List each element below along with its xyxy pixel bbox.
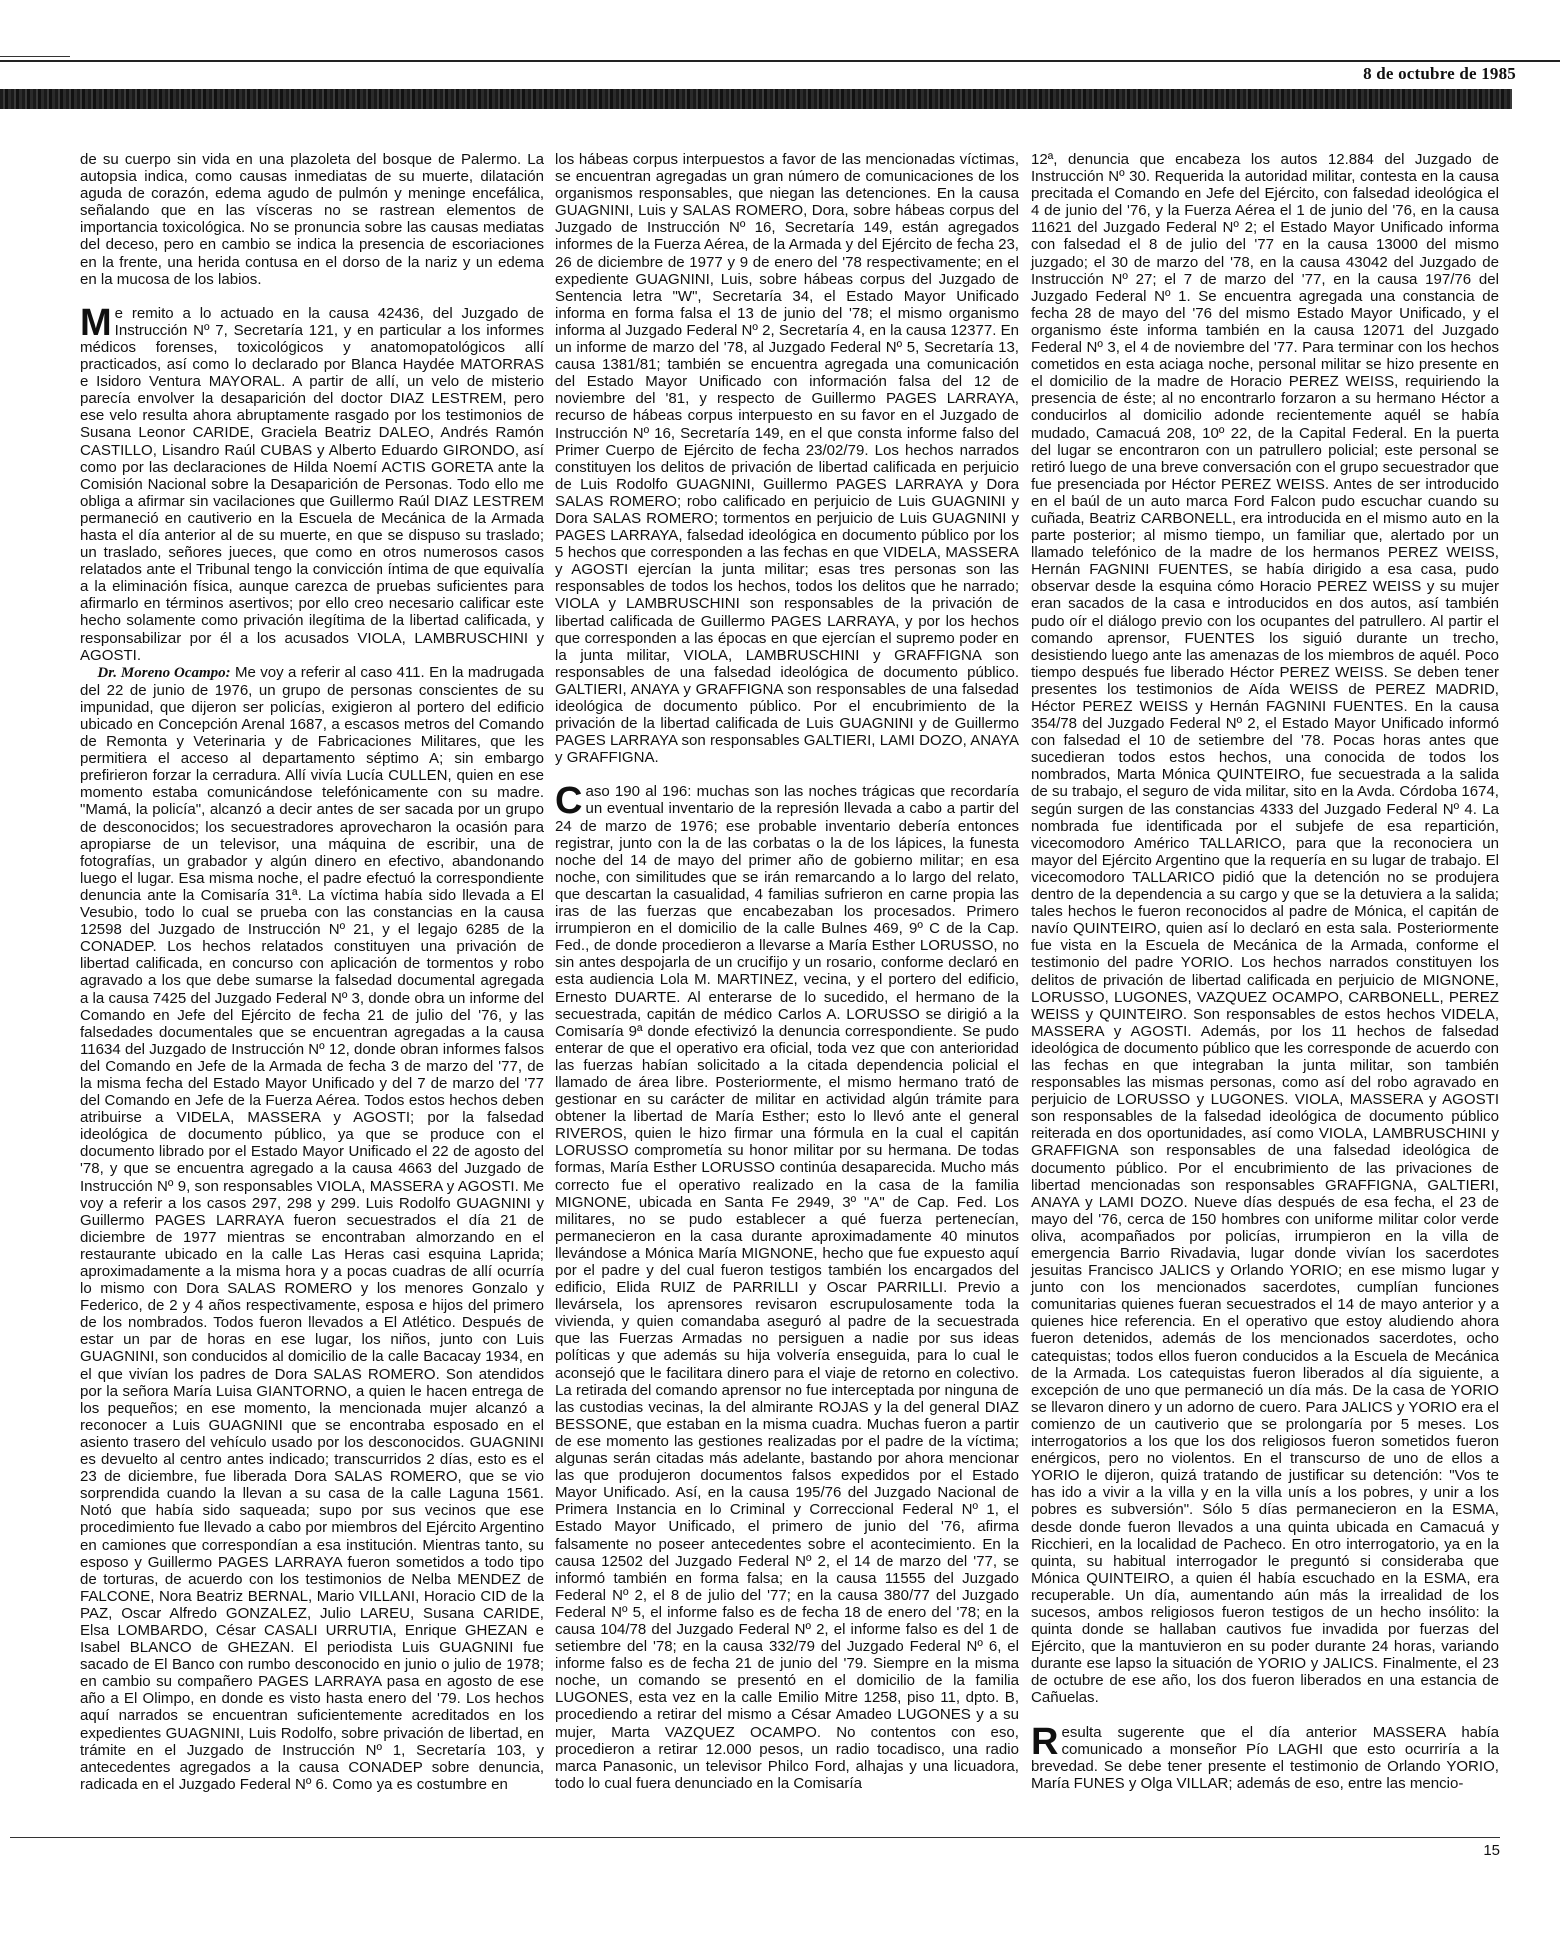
paragraph-text: aso 190 al 196: muchas son las noches trágicas que recordaría un eventual inventario de la represión llevada a cabo a partir del 24 de marzo de 1976; ese probable inventario debería entonces registrar, junto con la de las corbatas o la de los lápices, la funesta noche del 14 de mayo del primer año de gobierno militar; en esa noche, con similitudes que se irán remarcando a lo largo del relato, que descartan la casualidad, 4 familias sufrieron en carne propia las iras de las fuerzas que encabezaban los procesados. Primero irrumpieron en el domicilio de la calle Bulnes 469, 9º C de la Cap. Fed., de donde procedieron a llevarse a María Esther LORUSSO, no sin antes despojarla de un crucifijo y un rosario, conforme declaró en esta audiencia Lola M. MARTINEZ, vecina, y el portero del edificio, Ernesto DUARTE. Al enterarse de lo sucedido, el hermano de la secuestrada, capitán de médico Carlos A. LORUSSO se dirigió a la Comisaría 9ª donde efectivizó la denuncia correspondiente. Se pudo enterar de que el operativo era oficial, toda vez que con anterioridad las fuerzas habían solicitado a la citada dependencia policial el llamado de área libre. Posteriormente, el mismo hermano trató de gestionar en su carácter de militar en actividad algún trámite para obtener la libertad de María Esther; esto lo llevó ante el general RIVEROS, quien le hizo firmar una fórmula en la cual el capitán LORUSSO comprometía su honor militar por su hermana. De todas formas, María Esther LORUSSO continúa desaparecida. Mucho más correcto fue el operativo realizado en la casa de la familia MIGNONE, ubicada en Santa Fe 2949, 3º "A" de Cap. Fed. Los militares, no se pudo establecer a qué fuerza pertenecían, permanecieron en la casa durante aproximadamente 40 minutos llevándose a Mónica María MIGNONE, hecho que fue expuesto aquí por el padre y del cual fueron testigos también los encargados del edificio, Elida RUIZ de PARRILLI y Oscar PARRILLI. Previo a llevársela, los aprensores revisaron escrupulosamente toda la vivienda, y quien comandaba aseguró al padre de la secuestrada que las Fuerzas Armadas no persiguen a nadie por sus ideas políticas y que además su hija volvería enseguida, para lo cual le aconsejó que le facilitara dinero para el viaje de retorno en colectivo. La retirada del comando aprensor no fue interceptada por ninguna de las custodias vecinas, la del almirante ROJAS y la del general DIAZ BESSONE, que estaban en la misma cuadra. Muchas fueron a partir de ese momento las gestiones realizadas por el padre de la víctima; algunas serán citadas más adelante, bastando por ahora mencionar las que produjeron documentos falsos expedidos por el Estado Mayor Unificado. Así, en la causa 195/76 del Juzgado Nacional de Primera Instancia en lo Criminal y Correccional Federal Nº 1, el Estado Mayor Unificado, el primero de junio del '76, afirma falsamente no poseer antecedentes sobre el acontecimiento. En la causa 12502 del Juzgado Federal Nº 2, el 14 de marzo del '77, se informó también en forma falsa; en la causa 11555 del Juzgado Federal Nº 2, el 8 de julio del '77; en la causa 380/77 del Juzgado Federal Nº 5, el informe falso es de fecha 18 de enero del '78; en la causa 104/78 del Juzgado Federal Nº 2, el informe falso es del 1 de setiembre del '78; en la causa 332/79 del Juzgado Federal Nº 6, el informe falso es de fecha 21 de junio del '79. Siempre en la misma noche, un comando se presentó en el domicilio de la familia LUGONES, esta vez en la calle Emilio Mitre 1258, piso 11, dpto. B, procediendo a retirar del mismo a César Amadeo LUGONES y a su mujer, Marta VAZQUEZ OCAMPO. No contentos con eso, procedieron a retirar 12.000 pesos, un radio tocadisco, una radio marca Panasonic, un televisor Philco Ford, alhajas y una licuadora, todo lo cual fuera denunciado en la Comisaría [555, 783, 1019, 1792]
header-rule [0, 60, 1560, 62]
drop-cap: M [80, 301, 112, 344]
drop-cap: C [555, 780, 583, 823]
issue-date: 8 de octubre de 1985 [1363, 64, 1516, 83]
paragraph: de su cuerpo sin vida en una plazoleta del bosque de Palermo. La autopsia indica, como causas inmediatas de su muerte, dilatación aguda de corazón, edema agudo de pulmón y meninge encefálica, señalando que en las vísceras no se rastrean elementos de importancia toxicológica. No se pronuncia sobre las causas mediatas del deceso, pero en cambio se indica la presencia de escoriaciones en la frente, una herida contusa en el dorso de la nariz y un edema en la mucosa de los labios. [80, 151, 544, 288]
paragraph: 12ª, denuncia que encabeza los autos 12.884 del Juzgado de Instrucción Nº 30. Requerida la autoridad militar, contesta en la causa precitada el Comando en Jefe del Ejército, con falsedad ideológica el 4 de junio del '76, y la Fuerza Aérea el 1 de junio del '76, en la causa 11621 del Juzgado Federal Nº 2; el Estado Mayor Unificado informa con falsedad el 8 de julio del '77 en la causa 13000 del mismo juzgado; el 30 de marzo del '78, en la causa 43042 del Juzgado de Instrucción Nº 27; el 7 de marzo del '77, en la causa 197/76 del Juzgado Federal Nº 1. Se encuentra agregada una constancia de fecha 28 de mayo del '76 del mismo Estado Mayor Unificado, y el organismo éste informa también en la causa 12071 del Juzgado Federal Nº 3, el 4 de noviembre del '77. Para terminar con los hechos cometidos en esta aciaga noche, personal militar se hizo presente en el domicilio de la madre de Horacio PEREZ WEISS, requiriendo la presencia de éste; al no encontrarlo forzaron a su hermano Héctor a conducirlos al domicilio adonde recientemente aquél se había mudado, Camacuá 208, 10º 22, de la Capital Federal. En la puerta del lugar se encontraron con un patrullero policial; este personal se retiró luego de una breve conversación con el grupo secuestrador que fue presenciada por Héctor PEREZ WEISS. Antes de ser introducido en el baúl de un auto marca Ford Falcon pudo escuchar cuando su cuñada, Beatriz CARBONELL, era introducida en el mismo auto en la parte posterior; al mismo tiempo, un familiar que, alertado por un llamado telefónico de la madre de los hermanos PEREZ WEISS, Hernán FAGNINI FUENTES, se había dirigido a esa casa, pudo observar desde la esquina cómo Horacio PEREZ WEISS y su mujer eran sacados de la casa e introducidos en dos autos, así también pudo oír el diálogo previo con los ocupantes del patrullero. Al partir el comando aprensor, FUENTES los siguió durante un trecho, desistiendo luego ante las amenazas de los miembros de aquél. Poco tiempo después fue liberado Héctor PEREZ WEISS. Se deben tener presentes los testimonios de Aída WEISS de PEREZ MADRID, Héctor PEREZ WEISS y Hernán FAGNINI FUENTES. En la causa 354/78 del Juzgado Federal Nº 2, el Estado Mayor Unificado informó con falsedad el 10 de setiembre del '78. Pocas horas antes que sucedieran todos estos hechos, una conocida de todos los nombrados, Marta Mónica QUINTEIRO, fue secuestrada a la salida de su trabajo, el seguro de vida militar, sito en la Avda. Córdoba 1674, según surgen de las constancias 4333 del Juzgado Federal Nº 4. La nombrada fue identificada por el subjefe de esa repartición, vicecomodoro Américo TALLARICO, para que la reconociera un mayor del Ejército Argentino que la requería en su lugar de trabajo. El vicecomodoro TALLARICO pidió que la detención no se produjera dentro de la dependencia a su cargo y que se la detuviera a la salida; tales hechos le fueron reconocidos al padre de Mónica, el capitán de navío QUINTEIRO, quien así lo declaró en esta sala. Posteriormente fue vista en la Escuela de Mecánica de la Armada, conforme el testimonio del padre YORIO. Los hechos narrados constituyen los delitos de privación de libertad calificada en perjuicio de MIGNONE, LORUSSO, LUGONES, VAZQUEZ OCAMPO, CARBONELL, PEREZ WEISS y QUINTEIRO. Son responsables de estos hechos VIDELA, MASSERA y AGOSTI. Además, por los 11 hechos de falsedad ideológica de documento público que les corresponde de acuerdo con las fechas en que integraban la junta militar, son también responsables las mismas personas, como así del robo agravado en perjuicio de LORUSSO y LUGONES. VIOLA, MASSERA y AGOSTI son responsables de la falsedad ideológica de documento público reiterada en dos oportunidades, así como VIOLA, LAMBRUSCHINI y GRAFFIGNA son responsables de una falsedad ideológica de documento público. Por el encubrimiento de las privaciones de libertad mencionadas son responsables GRAFFIGNA, GALTIERI, ANAYA y LAMI DOZO. Nueve días después de esa fecha, el 23 de mayo del '76, cerca de 150 hombres con uniforme militar color verde oliva, acompañados por policías, irrumpieron en la villa de emergencia Barrio Rivadavia, lugar donde vivían los sacerdotes jesuitas Francisco JALICS y Orlando YORIO; en ese mismo lugar y junto con los mencionados sacerdotes, cumplían funciones comunitarias quienes fueran secuestrados el 14 de mayo anterior y a quienes hice referencia. En el operativo que estoy aludiendo ahora fueron detenidos, además de los mencionados sacerdotes, ocho catequistas; todos ellos fueron conducidos a la Escuela de Mecánica de la Armada. Los catequistas fueron liberados al día siguiente, a excepción de uno que permaneció un día más. De la casa de YORIO se llevaron dinero y un adorno de cuero. Para JALICS y YORIO era el comienzo de un cautiverio que se prolongaría por 5 meses. Los interrogatorios a los que los dos religiosos fueron sometidos fueron enérgicos, pero no violentos. En el transcurso de uno de ellos a YORIO le dijeron, quizá tratando de justificar su detención: "Vos te has ido a vivir a la villa y en la villa unís a los pobres, y unir a los pobres es subversión". Sólo 5 días permanecieron en la ESMA, desde donde fueron llevados a una quinta ubicada en Camacuá y Ricchieri, en la localidad de Pacheco. En otro interrogatorio, ya en la quinta, su habitual interrogador le preguntó si consideraba que Mónica QUINTEIRO, a quien él había escuchado en la ESMA, era recuperable. Un día, aumentando aún más la irrealidad de los sucesos, ambos religiosos fueron testigos de un hecho insólito: la quinta donde se hallaban cautivos fue invadida por fuerzas del Ejército, que la mantuvieron en su poder durante 24 horas, variando durante ese lapso la situación de YORIO y JALICS. Finalmente, el 23 de octubre de ese año, los dos fueron liberados en una estancia de Cañuelas. [1031, 151, 1499, 1707]
page-number: 15 [1483, 1842, 1500, 1859]
paragraph-text: Me voy a referir al caso 411. En la madrugada del 22 de junio de 1976, un grupo de personas conscientes de su impunidad, que dijeron ser policías, exigieron al portero del edificio ubicado en Concepción Arenal 1687, a escasos metros del Comando de Remonta y Veterinaria y de Fabricaciones Militares, que les permitiera el acceso al departamento séptimo A; sin embargo prefirieron forzar la cerradura. Allí vivía Lucía CULLEN, quien en ese momento estaba comunicándose telefónicamente con su madre. "Mamá, la policía", alcanzó a decir antes de ser sacada por un grupo de desconocidos; los secuestradores aprovecharon la ocasión para apropiarse de un televisor, una máquina de escribir, una de fotografías, un grabador y algún dinero en efectivo, abandonando luego el lugar. Esa misma noche, el padre efectuó la correspondiente denuncia ante la Comisaría 31ª. La víctima había sido llevada a El Vesubio, todo lo cual se prueba con las constancias en la causa 12598 del Juzgado de Instrucción Nº 21, y el legajo 6285 de la CONADEP. Los hechos relatados constituyen una privación de libertad calificada, en concurso con aplicación de tormentos y robo agravado a los que debe sumarse la falsedad documental agregada a la causa 7425 del Juzgado Federal Nº 3, donde obra un informe del Comando en Jefe del Ejército de fecha 21 de julio del '76, y las falsedades documentales que se encuentran agregadas a la causa 11634 del Juzgado de Instrucción Nº 12, donde obran informes falsos del Comando en Jefe de la Armada de fecha 3 de marzo del '77, de la misma fecha del Estado Mayor Unificado y del 7 de marzo del '77 del Comando en Jefe de la Fuerza Aérea. Todos estos hechos deben atribuirse a VIDELA, MASSERA y AGOSTI; por la falsedad ideológica de documento público, ya que se produce con el documento librado por el Estado Mayor Unificado el 22 de agosto del '78, y que se encuentra agregado a la causa 4663 del Juzgado de Instrucción Nº 9, son responsables VIOLA, MASSERA y AGOSTI. Me voy a referir a los casos 297, 298 y 299. Luis Rodolfo GUAGNINI y Guillermo PAGES LARRAYA fueron secuestrados el día 21 de diciembre de 1977 mientras se encontraban almorzando en el restaurante ubicado en la calle Las Heras casi esquina Laprida; aproximadamente a la misma hora y a pocas cuadras de allí ocurría lo mismo con Dora SALAS ROMERO y los menores Gonzalo y Federico, de 2 y 4 años respectivamente, esposa e hijos del primero de los nombrados. Todos fueron llevados a El Atlético. Después de estar un par de horas en ese lugar, los niños, junto con Luis GUAGNINI, son conducidos al domicilio de la calle Bacacay 1934, en el que vivían los padres de Dora SALAS ROMERO. Son atendidos por la señora María Luisa GIANTORNO, a quien le hacen entrega de los pequeños; en ese momento, la mencionada mujer alcanzó a reconocer a Luis GUAGNINI que se encontraba esposado en el asiento trasero del vehículo usado por los desconocidos. GUAGNINI es devuelto al centro antes indicado; transcurridos 2 días, esto es el 23 de diciembre, fue liberada Dora SALAS ROMERO, que se vio sorprendida cuando la llevan a su casa de la calle Laguna 1561. Notó que había sido saqueada; supo por sus vecinos que ese procedimiento fue llevado a cabo por miembros del Ejército Argentino en camiones que correspondían a esa institución. Mientras tanto, su esposo y Guillermo PAGES LARRAYA fueron sometidos a todo tipo de torturas, de acuerdo con los testimonios de Nelba MENDEZ de FALCONE, Nora Beatriz BERNAL, Mario VILLANI, Horacio CID de la PAZ, Oscar Alfredo GONZALEZ, Julio LAREU, Susana CARIDE, Elsa LOMBARDO, César CASALI URRUTIA, Enrique GHEZAN e Isabel BLANCO de GHEZAN. El periodista Luis GUAGNINI fue sacado de El Banco con rumbo desconocido en junio o julio de 1978; en cambio su compañero PAGES LARRAYA pasa en agosto de ese año a El Olimpo, en donde es visto hasta enero del '79. Los hechos aquí narrados se encuentran suficientemente acreditados en los expedientes GUAGNINI, Luis Rodolfo, sobre privación de libertad, en trámite en el Juzgado de Instrucción Nº 1, Secretaría 103, y antecedentes agregados a la causa CONADEP sobre denuncia, radicada en el Juzgado Federal Nº 6. Como ya es costumbre en [80, 663, 545, 1793]
paragraph-text: e remito a lo actuado en la causa 42436, del Juzgado de Instrucción Nº 7, Secretaría 121, y en particular a los informes médicos forenses, toxicológicos y anatomopatológicos allí practicados, así como lo declarado por Blanca Haydée MATORRAS e Isidoro Ventura MAYORAL. A partir de allí, un velo de misterio parecía envolver la desaparición del doctor DIAZ LESTREM, pero ese velo resulta ahora abruptamente rasgado por los testimonios de Susana Leonor CARIDE, Graciela Beatriz DALEO, Andrés Ramón CASTILLO, Lisandro Raúl CUBAS y Alberto Eduardo GIRONDO, así como por las declaraciones de Hilda Noemí ACTIS GORETA ante la Comisión Nacional sobre la Desaparición de Personas. Todo ello me obliga a afirmar sin vacilaciones que Guillermo Raúl DIAZ LESTREM permaneció en cautiverio en la Escuela de Mecánica de la Armada hasta el día anterior al de su muerte, en que se dispuso su traslado; un traslado, señores jueces, que como en otros numerosos casos relatados ante el Tribunal tengo la convicción íntima de que equivalía a la eliminación física, aunque carezca de pruebas suficientes para afirmarlo en términos asertivos; por ello creo necesario calificar este hecho solamente como privación ilegítima de la libertad calificada, y responsabilizar por él a los acusados VIOLA, LAMBRUSCHINI y AGOSTI. [80, 304, 544, 664]
drop-cap: R [1031, 1720, 1059, 1763]
text-column-3 [1031, 151, 1499, 1792]
paragraph [1031, 1720, 1499, 1792]
paragraph [80, 664, 544, 1793]
paragraph-text: esulta sugerente que el día anterior MASSERA había comunicado a monseñor Pío LAGHI que esto ocurriría a la brevedad. Se debe tener presente el testimonio de Orlando YORIO, María FUNES y Olga VILLAR; además de eso, entre las mencio- [1031, 1723, 1499, 1792]
paragraph [555, 780, 1019, 1792]
header-bar [0, 89, 1512, 109]
footer-rule [10, 1837, 1500, 1838]
text-column-1 [80, 151, 544, 1793]
paragraph [80, 301, 544, 664]
text-column-2 [555, 151, 1019, 1792]
paragraph: los hábeas corpus interpuestos a favor de las mencionadas víctimas, se encuentran agregadas un gran número de comunicaciones de los organismos responsables, que niegan las detenciones. En la causa GUAGNINI, Luis y SALAS ROMERO, Dora, sobre hábeas corpus del Juzgado de Instrucción Nº 16, Secretaría 149, están agregados informes de la Fuerza Aérea, de la Armada y del Ejército de fecha 23, 26 de diciembre de 1977 y 9 de enero del '78 respectivamente; en el expediente GUAGNINI, Luis, sobre hábeas corpus del Juzgado de Sentencia letra "W", Secretaría 34, el Estado Mayor Unificado informa en forma falsa el 13 de junio del '78; el mismo organismo informa al Juzgado Federal Nº 2, Secretaría 4, en la causa 12377. En un informe de marzo del '78, al Juzgado Federal Nº 5, Secretaría 13, causa 1381/81; también se encuentra agregada una comunicación del Estado Mayor Unificado con información falsa del 12 de noviembre del '81, y respecto de Guillermo PAGES LARRAYA, recurso de hábeas corpus interpuesto en su favor en el Juzgado de Instrucción Nº 16, Secretaría 149, en el que consta informe falso del Primer Cuerpo de Ejército de fecha 23/02/79. Los hechos narrados constituyen los delitos de privación de libertad calificada en perjuicio de Luis Rodolfo GUAGNINI, Guillermo PAGES LARRAYA y Dora SALAS ROMERO; robo calificado en perjuicio de Luis GUAGNINI y Dora SALAS ROMERO; tormentos en perjuicio de Luis GUAGNINI y PAGES LARRAYA, falsedad ideológica en documento público por los 5 hechos que corresponden a las fechas en que VIDELA, MASSERA y AGOSTI ejercían la junta militar; esas tres personas son las responsables de todos los hechos, todos los delitos que he narrado; VIOLA y LAMBRUSCHINI son responsables de la privación de libertad calificada de Guillermo PAGES LARRAYA, y por los hechos que corresponden a las épocas en que ejercían el supremo poder en la junta militar, VIOLA, LAMBRUSCHINI y GRAFFIGNA son responsables de una falsedad ideológica de documento público. GALTIERI, ANAYA y GRAFFIGNA son responsables de una falsedad ideológica de documento público. Por el encubrimiento de la privación de la libertad calificada de Luis GUAGNINI y de Guillermo PAGES LARRAYA son responsables GALTIERI, LAMI DOZO, ANAYA y GRAFFIGNA. [555, 151, 1019, 767]
speaker-name: Dr. Moreno Ocampo: [97, 664, 231, 681]
header-stub-rule [0, 56, 70, 57]
